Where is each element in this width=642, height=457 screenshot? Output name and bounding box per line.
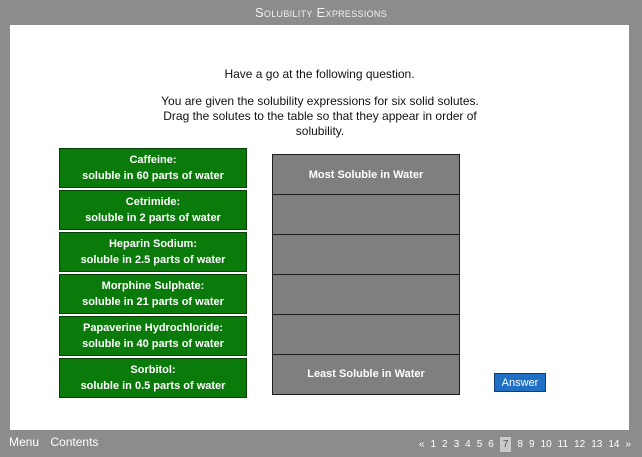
solute-heparin-sodium[interactable] xyxy=(59,232,247,272)
solute-name: Papaverine Hydrochloride: xyxy=(83,322,223,334)
drop-slot-4[interactable] xyxy=(272,275,460,315)
instruction-line: Drag the solutes to the table so that they appear in order of xyxy=(163,109,477,123)
page-link-14[interactable]: 14 xyxy=(608,439,620,450)
drop-slot-3[interactable] xyxy=(272,235,460,275)
solute-name: Cetrimide: xyxy=(125,196,181,208)
page-link-9[interactable]: 9 xyxy=(528,439,535,450)
menu-link[interactable]: Menu xyxy=(9,435,40,449)
window-title: Solubility Expressions xyxy=(254,5,388,20)
page-link-2[interactable]: 2 xyxy=(442,439,448,450)
drop-slot-5[interactable] xyxy=(272,315,460,355)
footer-bar xyxy=(0,430,642,457)
solute-cetrimide[interactable] xyxy=(59,190,247,230)
solute-expression: soluble in 2.5 parts of water xyxy=(80,254,226,266)
next-page-icon[interactable]: » xyxy=(625,439,631,450)
solute-papaverine-hydrochloride[interactable] xyxy=(59,316,247,356)
solute-name: Heparin Sodium: xyxy=(108,238,197,250)
instruction-line: You are given the solubility expressions for six solid solutes. xyxy=(161,94,479,108)
page-link-current[interactable]: 7 xyxy=(500,437,512,452)
solute-caffeine[interactable] xyxy=(59,148,247,188)
page-link-1[interactable]: 1 xyxy=(430,439,437,450)
solute-sorbitol[interactable] xyxy=(59,358,247,398)
page-link-10[interactable]: 10 xyxy=(540,439,552,450)
drop-slot-6[interactable]: Least Soluble in Water xyxy=(272,355,460,395)
question-instructions xyxy=(150,94,490,139)
answer-button[interactable]: Answer xyxy=(494,373,546,392)
question-panel xyxy=(10,25,629,430)
page-link-8[interactable]: 8 xyxy=(517,439,523,450)
solute-name: Morphine Sulphate: xyxy=(101,280,205,292)
solubility-table xyxy=(272,154,460,395)
page-link-5[interactable]: 5 xyxy=(476,439,483,450)
drop-slot-2[interactable] xyxy=(272,195,460,235)
page-link-4[interactable]: 4 xyxy=(465,439,471,450)
contents-link[interactable]: Contents xyxy=(50,435,99,449)
solute-expression: soluble in 60 parts of water xyxy=(82,170,224,182)
page-link-6[interactable]: 6 xyxy=(488,439,494,450)
solute-expression: soluble in 21 parts of water xyxy=(82,296,224,308)
page-link-11[interactable]: 11 xyxy=(557,439,569,450)
instruction-line: solubility. xyxy=(295,124,345,138)
solute-list xyxy=(59,148,247,400)
page-link-3[interactable]: 3 xyxy=(453,439,460,450)
solute-morphine-sulphate[interactable] xyxy=(59,274,247,314)
solute-expression: soluble in 0.5 parts of water xyxy=(80,380,226,392)
page-navigator xyxy=(413,437,631,452)
drop-slot-1[interactable]: Most Soluble in Water xyxy=(272,154,460,195)
prev-page-icon[interactable]: « xyxy=(418,439,425,450)
solute-expression: soluble in 40 parts of water xyxy=(82,338,224,350)
solute-name: Caffeine: xyxy=(129,154,177,166)
question-prompt: Have a go at the following question. xyxy=(224,67,415,81)
page-link-12[interactable]: 12 xyxy=(574,439,586,450)
page-link-13[interactable]: 13 xyxy=(591,439,603,450)
solute-expression: soluble in 2 parts of water xyxy=(85,212,221,224)
footer-nav xyxy=(9,435,106,449)
solute-name: Sorbitol: xyxy=(130,364,176,376)
